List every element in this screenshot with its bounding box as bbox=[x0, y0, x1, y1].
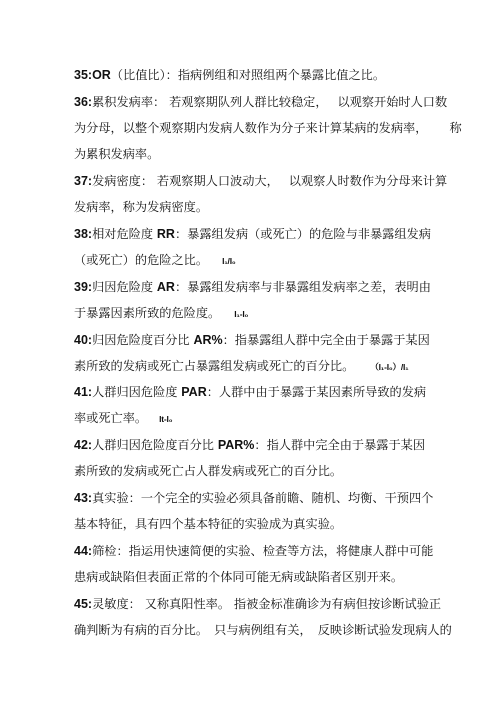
definition-line-1: 筛检：指运用快速简便的实验、检查等方法，将健康人群中可能 bbox=[92, 544, 434, 558]
entry-number: 45: bbox=[74, 597, 93, 611]
formula: I₁-I₀ bbox=[234, 309, 249, 319]
definition-line-2: 基本特征，具有四个基本特征的实验成为真实验。 bbox=[74, 517, 343, 531]
definition-line-1: ：暴露组发病（或死亡）的危险与非暴露组发病 bbox=[174, 227, 431, 241]
definition-line-1: 灵敏度： 又称真阳性率。 指被金标准确诊为有病但按诊断试验正 bbox=[92, 597, 442, 611]
definition-line-2: 率或死亡率。 bbox=[74, 411, 148, 425]
definition-line-2: （或死亡）的危险之比。 bbox=[74, 253, 209, 267]
term-abbr: AR bbox=[156, 280, 175, 294]
definition-40 bbox=[74, 327, 446, 380]
definition-37 bbox=[74, 168, 446, 220]
term: 人群归因危险度 bbox=[92, 385, 182, 399]
definition-line-1: ：指暴露组人群中完全由于暴露于某因 bbox=[222, 333, 430, 347]
definition-45 bbox=[74, 591, 452, 643]
entry-number: 42: bbox=[74, 438, 93, 452]
definition-line-1: 累积发病率： 若观察期队列人群比较稳定， 以观察开始时人口数 bbox=[92, 95, 448, 109]
definition-line-2: 素所致的发病或死亡占人群发病或死亡的百分比。 bbox=[74, 464, 343, 478]
definition-35 bbox=[74, 62, 446, 88]
definition-text: （比值比）：指病例组和对照组两个暴露比值之比。 bbox=[110, 68, 386, 82]
definition-line-1: ：暴露组发病率与非暴露组发病率之差，表明由 bbox=[174, 280, 431, 294]
entry-number: 36: bbox=[74, 95, 93, 109]
term: 归因危险度 bbox=[92, 280, 157, 294]
term-abbr: OR bbox=[92, 68, 111, 82]
definition-42 bbox=[74, 432, 446, 484]
entry-number: 37: bbox=[74, 174, 93, 188]
definition-line-1: ：指人群中完全由于暴露于某因 bbox=[254, 438, 426, 452]
definition-line-2: 为分母，以整个观察期内发病人数作为分子来计算某病的发病率， bbox=[74, 121, 428, 135]
entry-number: 39: bbox=[74, 280, 93, 294]
formula: It-I₀ bbox=[159, 414, 173, 424]
term-abbr: PAR bbox=[181, 385, 207, 399]
term-abbr: PAR% bbox=[217, 438, 255, 452]
entry-number: 44: bbox=[74, 544, 93, 558]
entry-number: 38: bbox=[74, 227, 93, 241]
definition-line-2b: 称 bbox=[449, 121, 462, 135]
definition-line-1: ：人群中由于暴露于某因素所导致的发病 bbox=[206, 385, 427, 399]
definition-41 bbox=[74, 379, 446, 432]
entry-number: 40: bbox=[74, 333, 93, 347]
formula: I₁/I₀ bbox=[222, 256, 236, 266]
definition-line-2: 患病或缺陷但表面正常的个体同可能无病或缺陷者区别开来。 bbox=[74, 570, 404, 584]
entry-number: 41: bbox=[74, 385, 93, 399]
term: 人群归因危险度百分比 bbox=[92, 438, 218, 452]
definition-line-1: 真实验：一个完全的实验必须具备前瞻、随机、均衡、干预四个 bbox=[92, 491, 434, 505]
definition-44 bbox=[74, 538, 446, 590]
entry-number: 35: bbox=[74, 68, 93, 82]
formula: （I₁-I₀）/I₁ bbox=[370, 362, 409, 372]
term: 相对危险度 bbox=[92, 227, 157, 241]
definition-line-3: 为累积发病率。 bbox=[74, 147, 160, 161]
definition-line-2: 素所致的发病或死亡占暴露组发病或死亡的百分比。 bbox=[74, 359, 355, 373]
definition-line-2: 发病率，称为发病密度。 bbox=[74, 200, 209, 214]
definition-36 bbox=[74, 89, 462, 167]
term-abbr: RR bbox=[156, 227, 175, 241]
entry-number: 43: bbox=[74, 491, 93, 505]
definition-38 bbox=[74, 221, 446, 274]
definition-line-2: 于暴露因素所致的危险度。 bbox=[74, 306, 221, 320]
term: 归因危险度百分比 bbox=[92, 333, 194, 347]
definition-39 bbox=[74, 274, 446, 327]
definition-line-2: 确判断为有病的百分比。 只与病例组有关， 反映诊断试验发现病人的 bbox=[74, 623, 452, 637]
definition-43 bbox=[74, 485, 446, 537]
term-abbr: AR% bbox=[193, 333, 223, 347]
definition-line-1: 发病密度： 若观察期人口波动大， 以观察人时数作为分母来计算 bbox=[92, 174, 448, 188]
